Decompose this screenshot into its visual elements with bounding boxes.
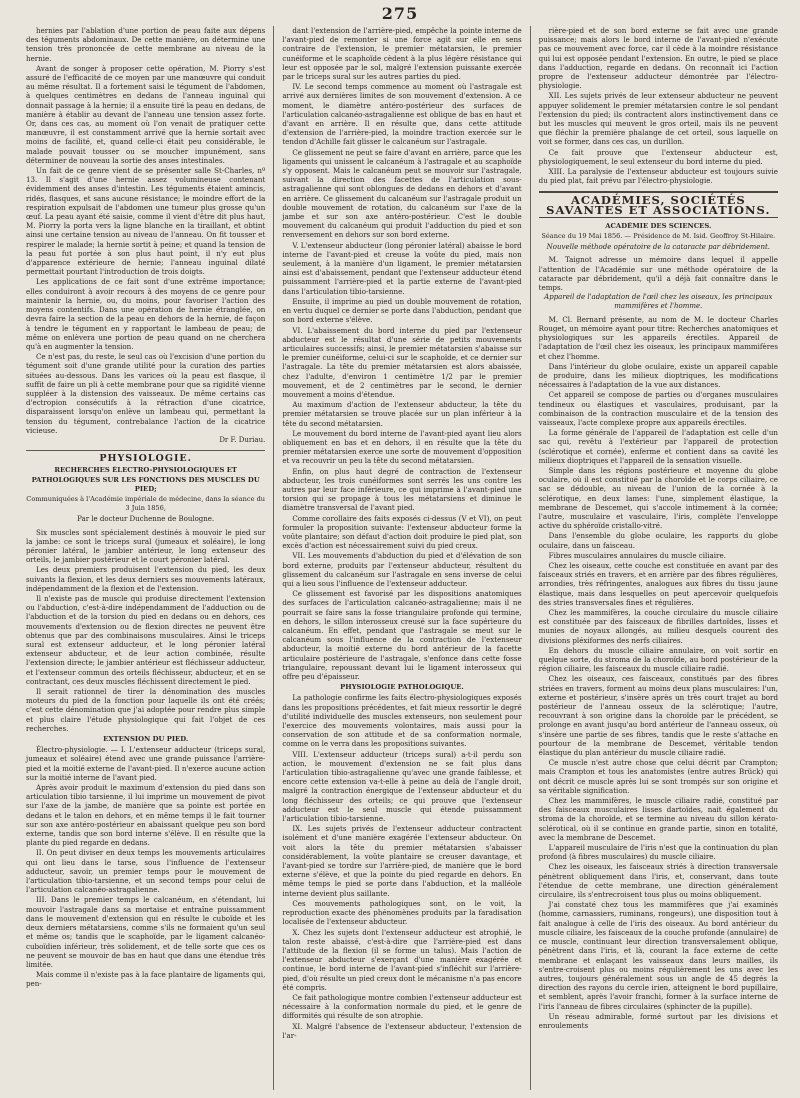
column-1 — [18, 26, 273, 1090]
paragraph: J'ai constaté chez tous les mammifères que j'ai examinés (homme, carnassiers, ruminans, rongeurs), une disposition tout à fait analogue à celle de l'iris des oiseaux. Au bord antérieur du muscle ciliaire, les faisceaux de la couche profonde (annulaire) de ce muscle, continuant leur direction transversalement oblique, pénètrent dans l'iris, et là, courant la face externe de cette membrane et enlaçant les vaisseaux dans leurs mailles, ils s'entre-croisent plus ou moins régulièrement les uns avec les autres, toujours généralement sous un angle de 45 degrés la direction des rayons du cercle irien, atteignent le bord pupillaire, et semblent, après l'avoir franchi, former à la surface interne de l'iris l'anneau de fibres circulaires (sphincter de la pupille). — [538, 900, 778, 1011]
paragraph: Chez les mammifères, la couche circulaire du muscle ciliaire est constituée par des faisceaux de fibrilles dartoïdes, lisses et munies de noyaux allongés, au milieu desquels courent des divisions pléxiformes des nerfs ciliaires. — [538, 607, 778, 645]
paragraph: XII. Les sujets privés de leur extenseur abducteur ne peuvent appuyer solidement le premier métatarsien contre le sol pendant l'extension du pied; ils contractent alors instinctivement dans ce but les muscles qui meuvent le gros orteil, mais ils ne peuvent que fléchir la première phalange de cet orteil, sous laquelle on voit se former, dans ces cas, un durillon. — [538, 91, 778, 147]
paragraph: III. Dans le premier temps le calcanéum, en s'étendant, lui mouvoir l'astragale dans sa mortaise et entraîne puissamment dans le mouvement d'extension qui en résulte le cuboïde et les deux derniers métatarsiens, comme s'ils ne formaient qu'un seul et même os; tandis que le scaphoïde, par le ligament calcanéo-cuboïdien inférieur, très solidement, et de telle sorte que ces os ne peuvent se mouvoir de bas en haut que dans une étendue très limitée. — [26, 895, 266, 969]
paragraph: Ces mouvements pathologiques sont, on le voit, la reproduction exacte des phénomènes produits par la faradisation localisée de l'extenseur abducteur. — [282, 898, 522, 927]
heading-text: Nouvelle méthode opératoire de la cataracte par débridement. — [546, 243, 770, 252]
paragraph: Les applications de ce fait sont d'une extrême importance; elles conduiront à avoir recours à des moyens de ce genre pour maintenir la hernie, ou, du moins, pour favoriser l'action des moyens contentifs. Dans une opération de hernie étranglée, on devra faire la section de la peau en dehors de la hernie, de façon à tendre le tégument en y rapportant le lambeau de peau; de même on enlèvera une portion de peau quand on ne cherchera qu'à en augmenter la tension. — [26, 277, 266, 351]
heading-italic — [539, 243, 778, 252]
column-3 — [530, 26, 786, 1090]
subhead-academie-sciences: ACADÉMIE DES SCIENCES. — [605, 221, 712, 230]
paragraph: Électro-physiologie. — I. L'extenseur adducteur (triceps sural, jumeaux et soléaire) étend avec une grande puissance l'arrière-pied et la moitié externe de l'avant-pied. Il n'exerce aucune action sur la moitié interne de l'avant pied. — [26, 745, 266, 782]
paragraph: dant l'extension de l'arrière-pied, empêche la pointe interne de l'avant-pied de remonter si une force agit sur elle en sens contraire de l'extension, le premier métatarsien, le premier cunéiforme et le scaphoïde cèdent à la plus légère résistance qui leur est opposée par le sol, malgré l'extension puissante exercée par le triceps sural sur les autres parties du pied. — [282, 26, 522, 82]
session-line: Séance du 19 Mai 1856. — Présidence de M. Isid. Geoffroy St-Hilaire. — [541, 232, 776, 241]
paragraph: Les deux premiers produisent l'extension du pied, les deux suivants la flexion, et les deux derniers ses mouvements latéraux, indépendamment de la flexion et de l'extension. — [26, 565, 266, 593]
paragraph: Enfin, on plus haut degré de contraction de l'extenseur abducteur, les trois cunéiformes sont serrés les uns contre les autres par leur face inférieure, ce qui imprime à l'avant-pied une torsion qui se propage à tous les métatarsiens et diminue le diamètre transversal de l'avant pied. — [282, 466, 522, 513]
paragraph: La forme générale de l'appareil de l'adaptation est celle d'un sac qui, revêtu à l'extérieur par l'appareil de protection (sclérotique et cornée), enferme et contient dans sa cavité les milieux dioptriques et l'appareil de la sensation visuelle. — [538, 428, 778, 465]
paragraph: Chez les mammifères, le muscle ciliaire radié, constitué par des faisceaux musculaires lisses dartoïdes, nait également du stroma de la choroïde, et se termine au niveau du sillon kérato-sclérotical, où il se continue en grande partie, sinon en totalité, avec la membrane de Descemet. — [538, 796, 778, 842]
paragraph: II. On peut diviser en deux temps les mouvements articulaires qui ont lieu dans le tarse, sous l'influence de l'extenseur adducteur, savoir, un premier temps pour le mouvement de l'articulation tibio-tarsienne, et un second temps pour celui de l'articulation calcanéo-astragalienne. — [26, 848, 266, 895]
paragraph: Après avoir produit le maximum d'extension du pied dans son articulation tibio tarsienne, il lui imprime un mouvement de pivot sur l'axe de la jambe, de manière que sa pointe est portée en dedans et le talon en dehors, et en même temps il le fait tourner sur son axe antéro-postérieur en abaissant quelque peu son bord externe, tandis que son bord interne s'élève. Il en résulte que la plante du pied regarde en dedans. — [26, 783, 266, 848]
paragraph: M. Cl. Bernard présente, au nom de M. le docteur Charles Rouget, un mémoire ayant pour titre: Recherches anatomiques et physiologiques sur les appareils érectiles. Appareil de l'adaptation de l'œil chez les oiseaux, les principaux mammifères et chez l'homme. — [538, 314, 778, 361]
paragraph: Un réseau admirable, formé surtout par les divisions et enroulements — [538, 1011, 778, 1030]
heading-text: Appareil de l'adaptation de l'œil chez les oiseaux, les principaux mammifères et l'homme. — [544, 293, 773, 311]
paragraph: Comme corollaire des faits exposés ci-dessus (V et VI), on peut formuler la proposition suivante: l'extenseur abducteur forme la voûte plantaire; son défaut d'action doit produire le pied plat, son excès d'action est nécessairement suivi du pied creux. — [282, 513, 522, 551]
paragraph: Dans l'intérieur du globe oculaire, existe un appareil capable de produire, dans les milieux dioptriques, les modifications nécessaires à l'adaptation de la vue aux distances. — [538, 361, 778, 390]
paragraph: Il serait rationnel de tirer la dénomination des muscles moteurs du pied de la fonction pour laquelle ils ont été créés; c'est cette dénomination que j'ai adoptée pour rendre plus simple et plus claire l'étude physiologique qui fait l'objet de ces recherches. — [26, 687, 266, 733]
subhead-physiologie-pathologique: PHYSIOLOGIE PATHOLOGIQUE. — [340, 683, 464, 692]
paragraph: Ce fait prouve que l'extenseur abducteur est, physiologiquement, le seul extenseur du bord interne du pied. — [538, 147, 778, 166]
paragraph: La pathologie confirme les faits électro-physiologiques exposés dans les propositions précédentes, et fait mieux ressortir le degré d'utilité individuelle des muscles extenseurs, non seulement pour l'exercice des mouvements volontaires, mais aussi pour la conservation de son attitude et de sa conformation normale, comme on le verra dans les propositions suivantes. — [282, 693, 522, 749]
signature: Dr F. Duriau. — [219, 435, 266, 444]
heading-italic — [539, 293, 778, 311]
paragraph: Chez les oiseaux, cette couche est constituée en avant par des faisceaux striés en travers, et en arrière par des fibres régulières, arrondies, très réfringentes, analogues aux fibres du tissu jaune élastique, mais dans lesquelles on peut apercevoir quelquefois des stries transversales fines et régulières. — [538, 560, 778, 607]
paragraph: En dehors du muscle ciliaire annulaire, on voit sortir en quelque sorte, du stroma de la choroïde, au bord postérieur de la région ciliaire, les faisceaux du muscle ciliaire radié. — [538, 645, 778, 674]
paragraph: Avant de songer à proposer cette opération, M. Piorry s'est assuré de l'efficacité de ce moyen par une manœuvre qui conduit au même résultat. Il a fortement saisi le tégument de l'abdomen, à quelques centimètres en dedans de l'anneau inguinal qui donnait passage à la hernie; il a ensuite tiré la peau en dedans, de manière à établir au devant de l'anneau une tension assez forte. Or, dans ces cas, au moment où l'on venait de pratiquer cette manœuvre, il est constamment arrivé que la hernie sortait avec moins de facilité, et, quand celle-ci était peu considérable, le malade pouvait tousser ou se moucher impunément, sans déterminer de nouveau la sortie des anses intestinales. — [26, 63, 266, 165]
paragraph: Au maximum d'action de l'extenseur abducteur, la tête du premier métatarsien se trouve placée sur un plan inférieur à la tête du second métatarsien. — [282, 400, 522, 428]
paragraph: M. Taignot adresse un mémoire dans lequel il appelle l'attention de l'Académie sur une méthode opératoire de la cataracte par débridement, qu'il a déjà fait connaître dans le temps. — [538, 255, 778, 293]
paragraph: Ce fait pathologique montre combien l'extenseur adducteur est nécessaire à la conformation normale du pied, et le genre de difformités qui résulte de son atrophie. — [282, 992, 522, 1021]
paragraph: rière-pied et de son bord externe se fait avec une grande puissance; mais alors le bord interne de l'avant-pied n'exécute pas ce mouvement avec force, car il cède à la moindre résistance qui lui est opposée pendant l'extension. En outre, le pied se place dans l'adduction, regarde en dedans. On reconnaît ici l'action propre de l'extenseur adducteur démontrée par l'électro-physiologie. — [538, 26, 778, 91]
paragraph: Un fait de ce genre vient de se présenter salle St-Charles, nº 13. Il s'agit d'une hernie assez volumineuse contenant évidemment des anses d'intestin. Les téguments étaient amincis, ridés, flasques, et sans aucune résistance; le moindre effort de la respiration expulsait de l'abdomen une tumeur plus grosse qu'un œuf. La peau ayant été saisie, comme il vient d'être dit plus haut, M. Piorry la porta vers la ligne blanche en la tiraillant, et obtint ainsi une certaine tension au niveau de l'anneau. On fit tousser et respirer le malade; la hernie sortit à peine; et quand la tension de la peau fut portée à son plus haut point, il n'y eut plus d'apparence extérieure de hernie; l'anneau inguinal dilaté permettait pourtant l'introduction de trois doigts. — [26, 166, 266, 277]
paragraph: Ce glissement ne peut se faire d'avant en arrière, parce que les ligaments qui unissent le calcanéum à l'astragale et au scaphoïde s'y opposent. Mais le calcanéum peut se mouvoir sur l'astragale, suivant la direction des facettes de l'articulation sous-astragalienne qui sont oblongues de dedans en dehors et d'avant en arrière. Ce glissement du calcanéum sur l'astragale produit un double mouvement de rotation, du calcanéum sur l'axe de la jambe et sur son axe antéro-postérieur. C'est le double mouvement du calcanéum qui produit l'adduction du pied et son renversement en dehors sur son bord externe. — [282, 147, 522, 240]
paragraph: X. Chez les sujets dont l'extenseur adducteur est atrophié, le talon reste abaissé, c'est-à-dire que l'arrière-pied est dans l'attitude de la flexion (il se forme un talus). Mais l'action de l'extenseur abducteur s'exerçant d'une manière exagérée et continue, le bord interne de l'avant-pied s'infléchit sur l'arrière-pied, d'où résulte un pied creux dont le mécanisme n'a pas encore été compris. — [282, 927, 522, 992]
paragraph: hernies par l'ablation d'une portion de peau faite aux dépens des téguments abdominaux. De cette manière, on détermine une tension très prononcée de cette membrane au niveau de la hernie. — [26, 26, 266, 63]
paragraph: Ensuite, il imprime au pied un double mouvement de rotation, en vertu duquel ce dernier se porte dans l'abduction, pendant que son bord externe s'élève. — [282, 296, 522, 325]
article-title: RECHERCHES ÉLECTRO-PHYSIOLOGIQUES ET PATHOLOGIQUES SUR LES FONCTIONS DES MUSCLES DU PIED; — [31, 466, 260, 493]
page-number: 275 — [381, 4, 419, 23]
subhead-extension: EXTENSION DU PIED. — [103, 735, 189, 744]
paragraph: Mais comme il n'existe pas à la face plantaire de ligaments qui, pen- — [26, 970, 266, 989]
paragraph: VI. L'abaissement du bord interne du pied par l'extenseur abducteur est le résultat d'une série de petits mouvements articulaires successifs; ainsi, le premier métatarsien s'abaisse sur le premier cunéiforme, celui-ci sur le scaphoïde, et ce dernier sur l'astragale. La tête du premier métatarsien est alors abaissée, chez l'adulte, d'environ 1 centimètre 1/2 par le premier mouvement, et de 2 centimètres par le second, le dernier mouvement a moins d'étendue. — [282, 325, 522, 399]
paragraph: Six muscles sont spécialement destinés à mouvoir le pied sur la jambe: ce sont le triceps sural (jumeaux et soléaire), le long péronier latéral, le jambier antérieur, le long extenseur des orteils, le jambier postérieur et le court péronier latéral. — [26, 527, 266, 565]
columns — [18, 26, 786, 1090]
paragraph: L'appareil musculaire de l'iris n'est que la continuation du plan profond (à fibres musculaires) du muscle ciliaire. — [538, 843, 778, 862]
paragraph: VIII. L'extenseur adducteur (triceps sural) a-t-il perdu son action, le mouvement d'extension ne se fait plus dans l'articulation tibio-astragalienne qu'avec une grande faiblesse, et encore cette extension va-t-elle à peine au delà de l'angle droit, malgré la contraction énergique de l'extenseur abducteur et du long fléchisseur des orteils; ce qui prouve que l'extenseur adducteur est le seul muscle qui étende puissamment l'articulation tibio-tarsienne. — [282, 749, 522, 824]
paragraph: VII. Les mouvements d'abduction du pied et d'élévation de son bord externe, produits par l'extenseur abducteur, résultent du glissement du calcanéum sur l'astragale en sens inverse de celui qui a lieu sous l'influence de l'extenseur adducteur. — [282, 551, 522, 588]
paragraph: Chez les oiseaux, ces faisceaux, constitués par des fibres striées en travers, forment au moins deux plans musculaires: l'un, externe et postérieur, s'insère après un très court trajet au bord postérieur de l'anneau osseux de la sclérotique; l'autre, recouvrant à son origine dans la choroïde par le précédent, se prolonge en avant jusqu'au bord antérieur de l'anneau osseux, où s'insère une partie de ses fibres, tandis que le reste s'attache en pourtour de la membrane de Descemet, véritable tendon élastique du plan antérieur du muscle ciliaire radié. — [538, 674, 778, 758]
paragraph: Cet appareil se compose de parties ou d'organes musculaires tendineux ou élastiques et vasculaires, produisant, par la combinaison de la contraction musculaire et de la tension des vaisseaux, l'acte complexe propre aux appareils érectiles. — [538, 390, 778, 427]
paragraph: IV. Le second temps commence au moment où l'astragale est arrivé aux dernières limites de son mouvement d'extension. A ce moment, le diamètre antéro-postérieur des surfaces de l'articulation calcanéo-astragalienne est oblique de bas en haut et d'avant en arrière. Il en résulte que, dans cette attitude d'extension de l'arrière-pied, la moindre traction exercée sur le tendon d'Achille fait glisser le calcanéum sur l'astragale. — [282, 82, 522, 147]
paragraph: IX. Les sujets privés de l'extenseur adducteur contractent isolément et d'une manière exagérée l'extenseur abducteur. On voit alors la tête du premier métatarsien s'abaisser considérablement, la voûte plantaire se creuser davantage, et l'avant-pied se tordre sur l'arrière-pied, de manière que le bord externe s'élève, et que la pointe du pied regarde en dehors. En même temps le pied se porte dans l'abduction, et la malléole interne devient plus saillante. — [282, 824, 522, 898]
article-author: Par le docteur Duchenne de Boulogne. — [77, 515, 215, 524]
paragraph: Ce n'est pas, du reste, le seul cas où l'excision d'une portion du tégument soit d'une grande utilité pour la curation des parties situées au-dessous. Dans les varices où la peau est flasque, il suffit de faire un pli à cette membrane pour que sa rigidité vienne suppléer à la distension des vaisseaux. De même certains cas d'ectropion consécutifs à la rétraction d'une cicatrice, disparaissent lorsqu'on enlève un lambeau qui, permettant la tension du tégument, contrebalance l'action de la cicatrice vicieuse. — [26, 352, 266, 435]
section-title-physiologie: PHYSIOLOGIE. — [26, 450, 265, 463]
paragraph: Dans l'ensemble du globe oculaire, les rapports du globe oculaire, dans un faisceau. — [538, 531, 778, 550]
paragraph: Fibres musculaires annulaires du muscle ciliaire. — [548, 550, 726, 560]
paragraph: Chez les oiseaux, les faisceaux striés à direction transversale pénètrent obliquement dans l'iris, et, conservant, dans toute l'étendue de cette membrane, une direction généralement circulaire, ils s'entrecroisent tous plus ou moins obliquement. — [538, 862, 778, 900]
paragraph: Ce muscle n'est autre chose que celui décrit par Crampton; mais Crampton et tous les anatomistes (entre autres Brück) qui ont décrit ce muscle après lui se sont trompés sur son origine et sa véritable signification. — [538, 758, 778, 795]
paragraph: XIII. La paralysie de l'extenseur abducteur est toujours suivie du pied plat, fait prévu par l'électro-physiologie. — [538, 167, 778, 186]
paragraph: Ce glissement est favorisé par les dispositions anatomiques des surfaces de l'articulation calcanéo-astragalienne; mais il ne pourrait se faire sans la fosse triangulaire profonde qui termine, en dehors, le sillon interosseux creusé sur la face supérieure du calcanéum. En effet, pendant que l'astragale se meut sur le calcanéum sous l'influence de la contraction de l'extenseur abducteur, la moitié externe du bord antérieur de la facette articulaire postérieure de l'astragale, s'enfonce dans cette fosse triangulaire, repoussant devant lui le ligament interosseux qui offre peu d'épaisseur. — [282, 589, 522, 682]
paragraph: XI. Malgré l'absence de l'extenseur abducteur, l'extension de l'ar- — [282, 1021, 522, 1040]
paragraph: Simple dans les régions postérieure et moyenne du globe oculaire, où il est constitué par la choroïde et le corps ciliaire, ce sac se dédouble, au niveau de l'union de la cornée à la sclérotique, en deux lames: l'une, simplement élastique, la membrane de Descemet, qui s'accole intimement à la cornée; l'autre, musculaire et vasculaire, l'iris, complète l'enveloppe active du sphéroïde cristallo-vitré. — [538, 465, 778, 531]
section-title-academies: ACADÉMIES, SOCIÉTÉS SAVANTES ET ASSOCIATIONS. — [539, 191, 778, 217]
paragraph: V. L'extenseur abducteur (long péronier latéral) abaisse le bord interne de l'avant-pied et creuse la voûte du pied, mais non seulement, à la manière d'un ligament, le premier métatarsien ainsi est d'abaissement, pendant que l'extenseur adducteur étend puissamment l'arrière-pied et la partie externe de l'avant-pied dans l'articulation tibio-tarsienne. — [282, 240, 522, 296]
paragraph: Il n'existe pas de muscle qui produise directement l'extension ou l'abduction, c'est-à-dire indépendamment de l'adduction ou de l'abduction et de la torsion du pied en dedans ou en dehors, ces mouvements d'extension ou de flexion directes ne peuvent être obtenus que par des combinaisons musculaires. Ainsi le triceps sural est extenseur adducteur, et le long péronier latéral extenseur abducteur, et de leur action combinée, résulte l'extension directe; le jambier antérieur est fléchisseur adducteur, et l'extenseur commun des orteils fléchisseur, abducteur, et en se contractant, ces deux muscles fléchissent directement le pied. — [26, 593, 266, 686]
paragraph: Le mouvement du bord interne de l'avant-pied ayant lieu alors obliquement en bas et en dehors, il en résulte que la tête du premier métatarsien exerce une sorte de mouvement d'opposition et va recouvrir un peu la tête du second métatarsien. — [282, 428, 522, 466]
column-2 — [273, 26, 529, 1090]
article-note: Communiquées à l'Académie impériale de médecine, dans la séance du 3 Juin 1856, — [26, 494, 266, 513]
